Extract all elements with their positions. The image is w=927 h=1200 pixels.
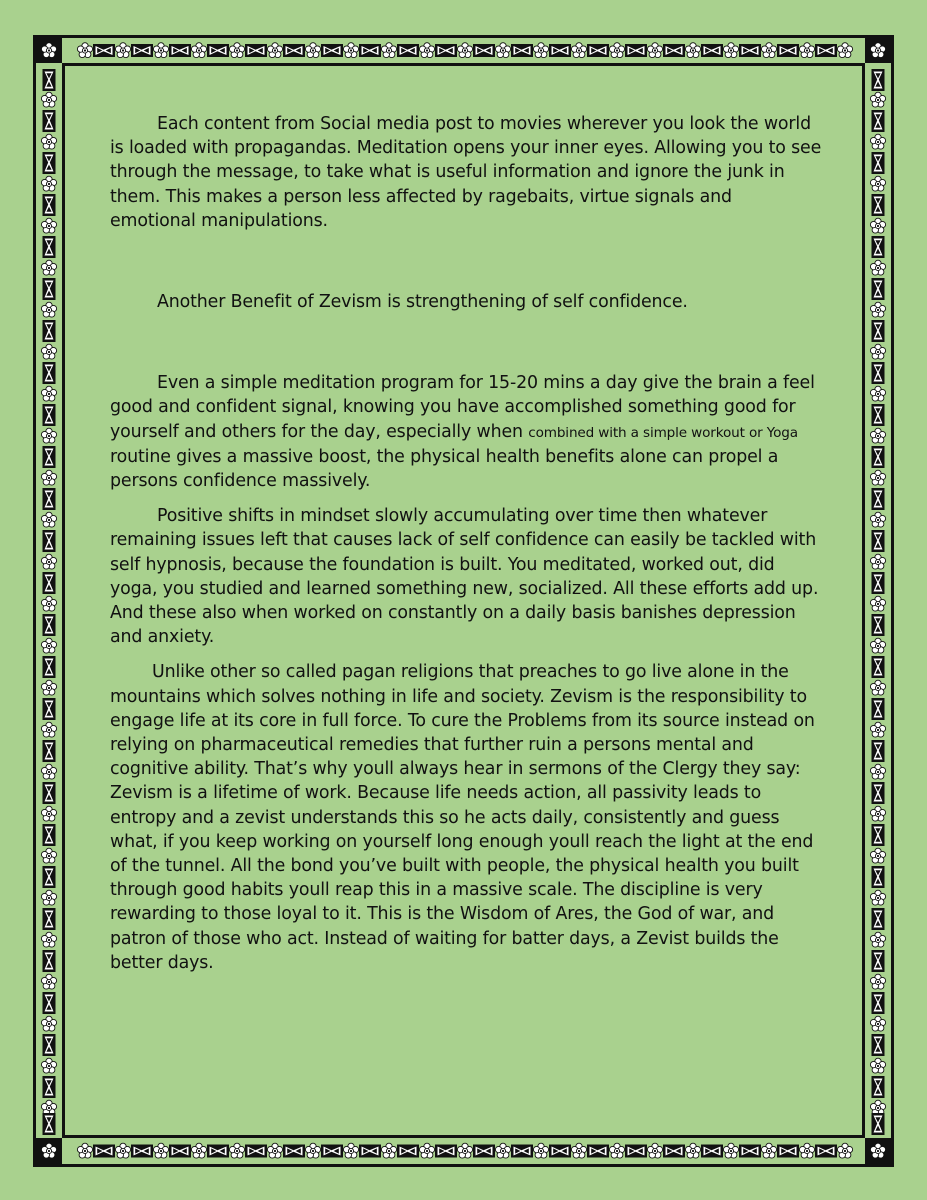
paragraph-zevism-responsibility: Unlike other so called pagan religions that preaches to go live alone in the mountains which solves nothing in life and society. Zevism is the responsibility to engage life at its core in full force. To cure the Problems from its source instead on relying on pharmaceutical remedies that further ruin a persons mental and cognitive ability. That’s why youll always hear in sermons of the Clergy they say: Zevism is a lifetime of work. Because life needs action, all passivity leads to entropy and a zevist understands this so he acts daily, consistently and guess what, if you keep working on yourself long enough youll reach the light at the end of the tunnel. All the bond you’ve built with people, the physical health you built through good habits youll reap this in a massive scale. The discipline is very rewarding to those loyal to it. This is the Wisdom of Ares, the God of war, and patron of those who act. Instead of waiting for batter days, a Zevist builds the better days. <box>110 662 815 973</box>
paragraph-small-text: combined with a simple workout or Yoga <box>528 424 798 441</box>
paragraph-text-part: routine gives a massive boost, the physical health benefits alone can propel a persons confidence massively. <box>110 446 779 492</box>
paragraph-meditation-program <box>110 371 822 493</box>
paragraph-propaganda: Each content from Social media post to movies wherever you look the world is loaded with propagandas. Meditation opens your inner eyes. Allowing you to see through the message, to take what is useful information and ignore the junk in them. This makes a person less affected by ragebaits, virtue signals and emotional manipulations. <box>110 114 822 231</box>
document-body <box>110 112 822 975</box>
paragraph-text-part: Even a simple meditation program for 15-20 mins a day give the brain a feel good and confident signal, knowing you have accomplished something good for yourself and others for the day, especially when <box>110 373 815 442</box>
paragraph-mindset-shifts: Positive shifts in mindset slowly accumulating over time then whatever remaining issues left that causes lack of self confidence can easily be tackled with self hypnosis, because the foundation is built. You meditated, worked out, did yoga, you studied and learned something new, socialized. All these efforts add up. And these also when worked on constantly on a daily basis banishes depression and anxiety. <box>110 506 819 648</box>
paragraph-benefit-heading: Another Benefit of Zevism is strengthening of self confidence. <box>157 292 688 313</box>
